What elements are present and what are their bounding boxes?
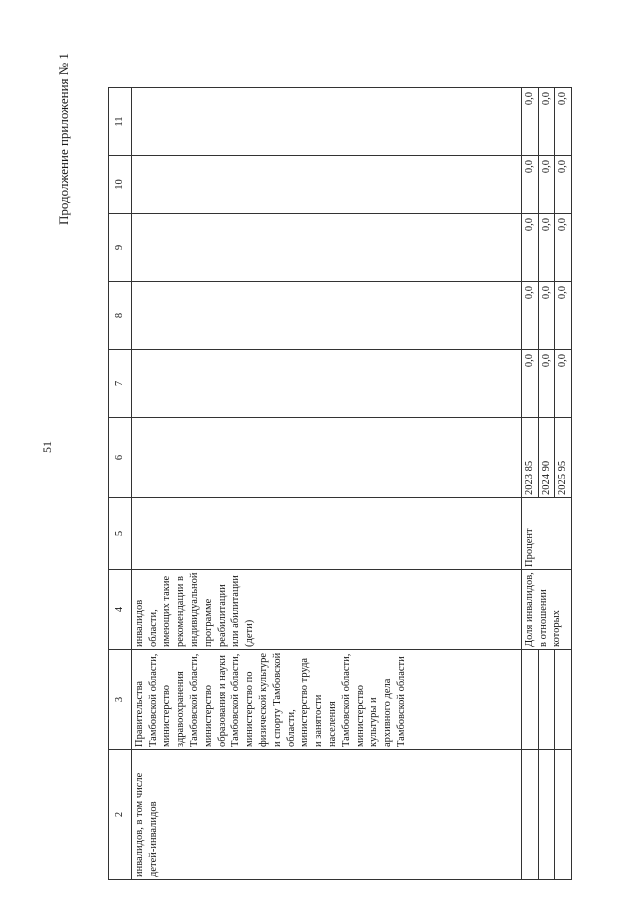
col-num-8: 8 (109, 282, 132, 350)
row2-col5: Процент (521, 498, 571, 570)
value-cell: 0,0 (538, 350, 555, 418)
row1-col4: инвалидов области, имеющих такие рекомендации в индивидуальной программе реабилитации или абилитации (дети) (131, 570, 521, 650)
year-cell: 2025 95 (555, 418, 572, 498)
col-num-10: 10 (109, 156, 132, 214)
indicator-table (108, 87, 572, 880)
col-num-4: 4 (109, 570, 132, 650)
value-cell: 0,0 (538, 214, 555, 282)
table-row (131, 88, 521, 880)
value-cell: 0,0 (555, 350, 572, 418)
table-row (538, 88, 555, 880)
continuation-label: Продолжение приложения № 1 (56, 53, 71, 225)
value-cell: 0,0 (521, 88, 538, 156)
value-cell: 0,0 (555, 156, 572, 214)
row1-col3: Правительства Тамбовской области, министерство здравоохранения Тамбовской области, министерство образования и науки Тамбовской области, министерство по физической культуре и спорту Тамбовской области, министерство труда и занятости населения Тамбовской области, министерство культуры и архивного дела Тамбовской области (131, 650, 521, 750)
page-number: 51 (40, 441, 54, 453)
value-cell: 0,0 (555, 282, 572, 350)
col-num-5: 5 (109, 498, 132, 570)
row1-col2: инвалидов, в том числе детей-инвалидов (131, 750, 521, 880)
value-cell: 0,0 (538, 282, 555, 350)
value-cell: 0,0 (521, 282, 538, 350)
value-cell: 0,0 (538, 156, 555, 214)
col-num-6: 6 (109, 418, 132, 498)
value-cell: 0,0 (521, 156, 538, 214)
value-cell: 0,0 (521, 350, 538, 418)
column-number-row (109, 88, 132, 880)
col-num-9: 9 (109, 214, 132, 282)
col-num-11: 11 (109, 88, 132, 156)
value-cell: 0,0 (521, 214, 538, 282)
row2-col4: Доля инвалидов, в отношении которых (521, 570, 571, 650)
value-cell: 0,0 (555, 214, 572, 282)
table-row (521, 88, 538, 880)
value-cell: 0,0 (555, 88, 572, 156)
col-num-3: 3 (109, 650, 132, 750)
value-cell: 0,0 (538, 88, 555, 156)
year-cell: 2024 90 (538, 418, 555, 498)
col-num-2: 2 (109, 750, 132, 880)
table-row (555, 88, 572, 880)
col-num-7: 7 (109, 350, 132, 418)
year-cell: 2023 85 (521, 418, 538, 498)
